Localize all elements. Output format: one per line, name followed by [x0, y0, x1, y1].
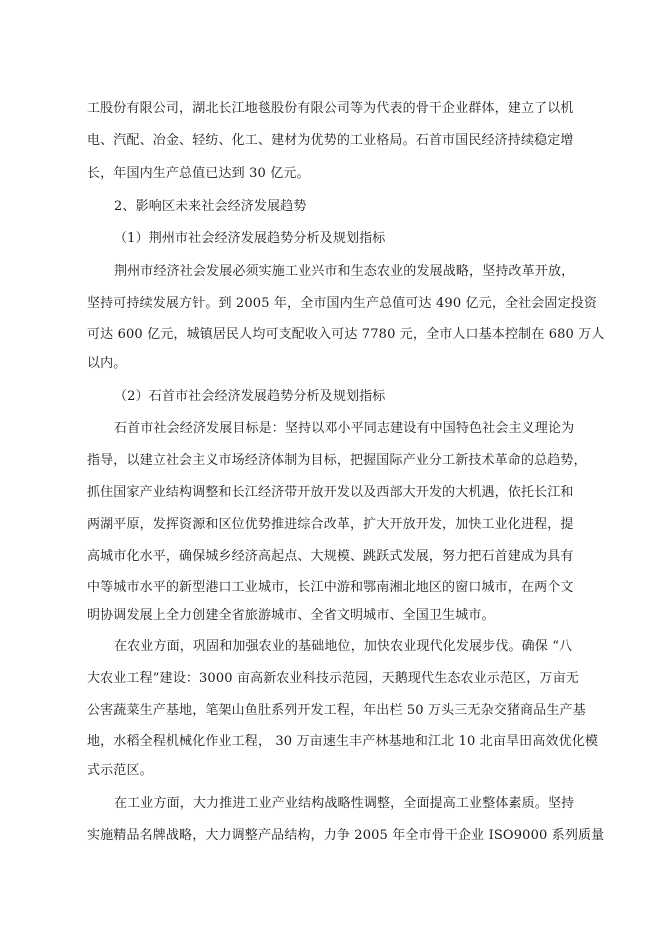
section-heading: 2、影响区未来社会经济发展趋势 — [114, 199, 307, 214]
text-line: 抓住国家产业结构调整和长江经济带开放开发以及西部大开发的大机遇，依托长江和 — [87, 485, 574, 500]
text-line: 指导，以建立社会主义市场经济体制为目标，把握国际产业分工新技术革命的总趋势， — [87, 453, 587, 468]
text-line: 长，年国内生产总值已达到 30 亿元。 — [87, 166, 310, 181]
text-line: 公害蔬菜生产基地，笔架山鱼肚系列开发工程，年出栏 50 万头三无杂交猪商品生产基 — [87, 703, 586, 718]
text-line: 石首市社会经济发展目标是：坚持以邓小平同志建设有中国特色社会主义理论为 — [114, 421, 575, 436]
text-line: 式示范区。 — [87, 763, 153, 778]
text-line: 地，水稻全程机械化作业工程， 30 万亩速生丰产林基地和江北 10 北亩旱田高效优化模 — [87, 734, 599, 749]
text-line: 荆州市经济社会发展必须实施工业兴市和生态农业的发展战略，坚持改革开放， — [114, 264, 575, 279]
text-line: 大农业工程”建设：3000 亩高新农业科技示范园，天鹅现代生态农业示范区，万亩无 — [87, 671, 579, 686]
text-line: 可达 600 亿元，城镇居民人均可支配收入可达 7780 元，全市人口基本控制在 680 万人 — [87, 327, 605, 342]
text-line: 以内。 — [87, 356, 127, 371]
text-line: 工股份有限公司，湖北长江地毯股份有限公司等为代表的骨干企业群体，建立了以机 — [87, 101, 574, 116]
subsection-heading: （2）石首市社会经济发展趋势分析及规划指标 — [114, 389, 386, 404]
subsection-heading: （1）荆州市社会经济发展趋势分析及规划指标 — [114, 231, 386, 246]
text-line: 高城市化水平，确保城乡经济高起点、大规模、跳跃式发展，努力把石首建成为具有 — [87, 549, 574, 564]
text-line: 中等城市水平的新型港口工业城市，长江中游和鄂南湘北地区的窗口城市，在两个文 — [87, 580, 574, 595]
text-line: 明协调发展上全力创建全省旅游城市、全省文明城市、全国卫生城市。 — [87, 608, 495, 623]
text-line: 坚持可持续发展方针。到 2005 年，全市国内生产总值可达 490 亿元，全社会固定投资 — [87, 296, 598, 311]
text-line: 在农业方面，巩固和加强农业的基础地位，加快农业现代化发展步伐。确保 “八 — [114, 639, 573, 654]
text-line: 两湖平原，发挥资源和区位优势推进综合改革，扩大开放开发，加快工业化进程，提 — [87, 517, 574, 532]
text-line: 实施精品名牌战略，大力调整产品结构，力争 2005 年全市骨干企业 ISO9000 系列质量 — [87, 828, 605, 843]
text-line: 电、汽配、冶金、轻纺、化工、建材为优势的工业格局。石首市国民经济持续稳定增 — [87, 133, 574, 148]
text-line: 在工业方面，大力推进工业产业结构战略性调整，全面提高工业整体素质。坚持 — [114, 796, 575, 811]
